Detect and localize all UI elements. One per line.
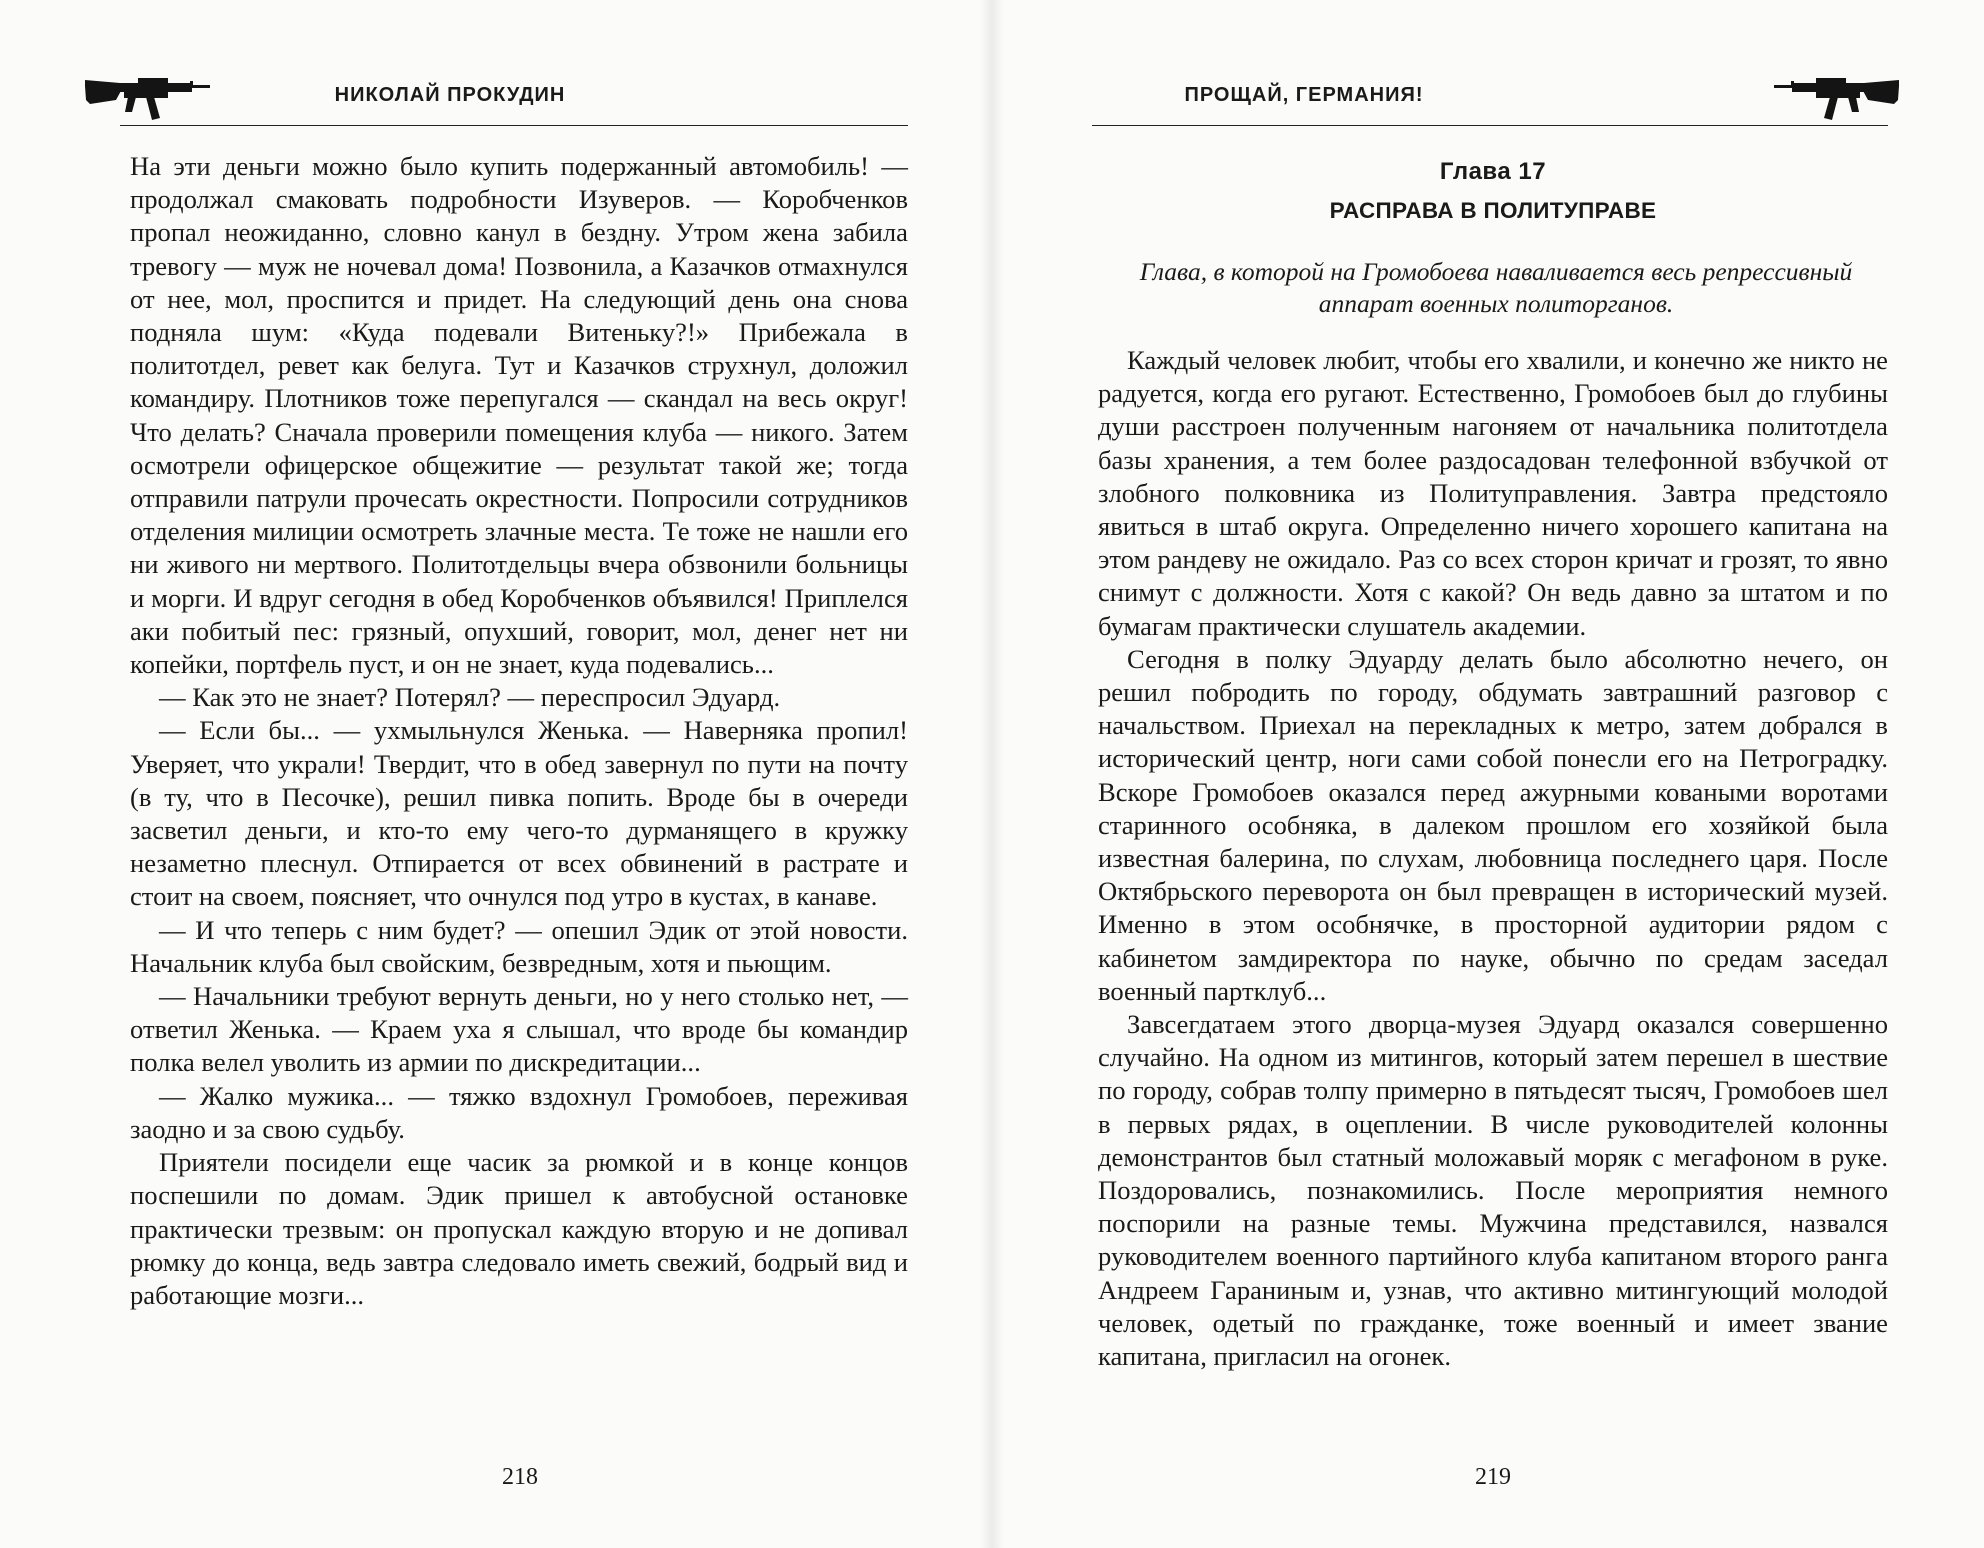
- paragraph: — И что теперь с ним будет? — опешил Эдик от этой новости. Начальник клуба был свойским, безвредным, хотя и пьющим.: [130, 914, 908, 978]
- body-text: [1098, 344, 1888, 1373]
- page-number: 218: [502, 1464, 538, 1490]
- paragraph: — Если бы... — ухмыльнулся Женька. — Наверняка пропил! Уверяет, что украли! Твердит, что в обед завернул по пути на почту (в ту, что в Песочке), решил пивка попить. Вроде бы в очереди засветил деньги, и кто-то ему чего-то дурманящего в кружку незаметно плеснул. Отпирается от всех обвинений в растрате и стоит на своем, поясняет, что очнулся под утро в кустах, в канаве.: [130, 715, 908, 912]
- body-text: [130, 150, 908, 1312]
- paragraph: — Как это не знает? Потерял? — переспросил Эдуард.: [159, 682, 781, 713]
- running-head: ПРОЩАЙ, ГЕРМАНИЯ!: [1184, 84, 1424, 106]
- paragraph: Завсегдатаем этого дворца-музея Эдуард оказался совершенно случайно. На одном из митингов, который затем перешел в шествие по городу, собрав толпу примерно в пятьдесят тысяч, Громобоев шел в первых рядах, в оцеплении. В числе руководителей колонны демонстрантов был статный моложавый моряк с мегафоном в руке. Поздоровались, познакомились. После мероприятия немного поспорили на разные темы. Мужчина представился, назвался руководителем военного партийного клуба капитаном второго ранга Андреем Гараниным и, узнав, что активно митингующий молодой человек, одетый по гражданке, тоже военный и имеет звание капитана, пригласил на огонек.: [1098, 1009, 1888, 1372]
- paragraph: — Начальники требуют вернуть деньги, но у него столько нет, — ответил Женька. — Краем уха я слышал, что вроде бы командир полка велел уволить из армии по дискредитации...: [130, 981, 908, 1078]
- right-page: [992, 0, 1984, 1548]
- chapter-epigraph: Глава, в которой на Громобоева наваливается весь репрессивный аппарат военных политорганов.: [1139, 257, 1853, 318]
- page-number: 219: [1475, 1464, 1511, 1490]
- paragraph: Приятели посидели еще часик за рюмкой и в конце концов поспешили по домам. Эдик пришел к автобусной остановке практически трезвым: он пропускал каждую вторую и не допивал рюмку до конца, ведь завтра следовало иметь свежий, бодрый вид и работающие мозги...: [130, 1147, 908, 1310]
- header-rule: [1092, 125, 1888, 126]
- header-rule: [120, 125, 908, 126]
- rifle-icon: [1772, 58, 1902, 124]
- running-head: НИКОЛАЙ ПРОКУДИН: [334, 84, 566, 106]
- rifle-icon: [82, 58, 212, 124]
- paragraph: На эти деньги можно было купить подержанный автомобиль! — продолжал смаковать подробности Изуверов. — Коробченков пропал неожиданно, словно канул в бездну. Утром жена забила тревогу — муж не ночевал дома! Позвонила, а Казачков отмахнулся от нее, мол, проспится и придет. На следующий день она снова подняла шум: «Куда подевали Витеньку?!» Прибежала в политотдел, ревет как белуга. Тут и Казачков струхнул, доложил командиру. Плотников тоже перепугался — скандал на весь округ! Что делать? Сначала проверили помещения клуба — никого. Затем осмотрели офицерское общежитие — результат такой же; тогда отправили патрули прочесать окрестности. Попросили сотрудников отделения милиции осмотреть злачные места. Те тоже не нашли его ни живого ни мертвого. Политотдельцы вчера обзвонили больницы и морги. И вдруг сегодня в обед Коробченков объявился! Приплелся аки побитый пес: грязный, опухший, говорит, мол, денег нет ни копейки, портфель пуст, и он не знает, куда подевались...: [130, 151, 908, 680]
- paragraph: — Жалко мужика... — тяжко вздохнул Громобоев, переживая заодно и за свою судьбу.: [130, 1080, 908, 1144]
- chapter-number: Глава 17: [1439, 158, 1547, 185]
- paragraph: Каждый человек любит, чтобы его хвалили, и конечно же никто не радуется, когда его ругают. Естественно, Громобоев был до глубины души расстроен полученным нагоняем от начальника политотдела базы хранения, а тем более раздосадован телефонной взбучкой от злобного полковника из Политуправления. Завтра предстояло явиться в штаб округа. Определенно ничего хорошего капитана на этом рандеву не ожидало. Раз со всех сторон кричат и грозят, то явно снимут с должности. Хотя с какой? Он ведь давно за штатом и по бумагам практически слушатель академии.: [1098, 345, 1888, 641]
- paragraph: Сегодня в полку Эдуарду делать было абсолютно нечего, он решил побродить по городу, обдумать завтрашний разговор с начальством. Приехал на перекладных к метро, затем добрался в исторический центр, ноги сами собой понесли его на Петроградку. Вскоре Громобоев оказался перед ажурными коваными воротами старинного особняка, в далеком прошлом его хозяйкой была известная балерина, по слухам, любовница последнего царя. После Октябрьского переворота он был превращен в исторический музей. Именно в этом особнячке, в просторной аудитории рядом с кабинетом замдиректора по науке, обычно по средам заседал военный партклуб...: [1098, 643, 1888, 1006]
- chapter-title: РАСПРАВА В ПОЛИТУПРАВЕ: [1329, 198, 1657, 223]
